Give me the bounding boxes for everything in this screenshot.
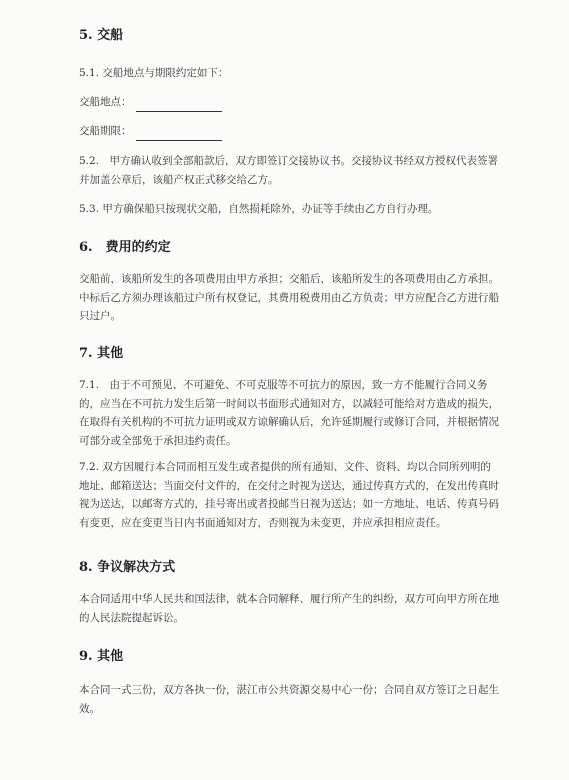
section-5-3: 5.3. 甲方确保船只按现状交船，自然损耗除外，办证等手续由乙方自行办理。 <box>79 203 439 215</box>
section-7-title: 7. 其他 <box>79 346 124 361</box>
delivery-place-row <box>79 93 499 112</box>
section-9-title: 9. 其他 <box>79 649 124 664</box>
delivery-place-label: 交船地点： <box>79 96 132 108</box>
delivery-date-row <box>79 122 499 141</box>
section-8-body: 本合同适用中华人民共和国法律，就本合同解释、履行所产生的纠纷，双方可向甲方所在地的人民法院提起诉讼。 <box>79 593 499 624</box>
section-8-title: 8. 争议解决方式 <box>79 560 176 575</box>
delivery-date-label: 交船期限： <box>79 125 132 137</box>
section-6-title: 6. 费用的约定 <box>79 240 171 255</box>
section-5-2: 5.2. 甲方确认收到全部船款后，双方即签订交接协议书。交接协议书经双方授权代表签署并加盖公章后，该船产权正式移交给乙方。 <box>79 155 499 186</box>
section-6-body: 交船前，该船所发生的各项费用由甲方承担；交船后，该船所发生的各项费用由乙方承担。中标后乙方须办理该船过户所有权登记，其费用税费用由乙方负责；甲方应配合乙方进行船只过户。 <box>79 273 499 322</box>
section-5-1: 5.1. 交船地点与期限约定如下： <box>79 67 229 79</box>
delivery-date-blank <box>136 128 222 141</box>
section-9-body: 本合同一式三份，双方各执一份，湛江市公共资源交易中心一份；合同自双方签订之日起生效。 <box>79 684 499 715</box>
section-7-2: 7.2. 双方因履行本合同而相互发生或者提供的所有通知、文件、资料、均以合同所列明的地址、邮箱送达；当面交付文件的，在交付之时视为送达，通过传真方式的，在发出传真时视为送达，以邮寄方式的，挂号寄出或者投邮当日视为送达；如一方地址、电话、传真号码有变更，应在变更当日内书面通知对方，否则视为未变更，并应承担相应责任。 <box>79 461 499 529</box>
section-5-title: 5. 交船 <box>79 28 124 43</box>
delivery-place-blank <box>136 99 222 112</box>
section-7-1: 7.1. 由于不可预见、不可避免、不可克服等不可抗力的原因，致一方不能履行合同义务的，应当在不可抗力发生后第一时间以书面形式通知对方，以减轻可能给对方造成的损失，在取得有关机构的不可抗力证明或双方谅解确认后，允许延期履行或修订合同，并根据情况可部分或全部免于承担违约责任。 <box>79 379 499 447</box>
